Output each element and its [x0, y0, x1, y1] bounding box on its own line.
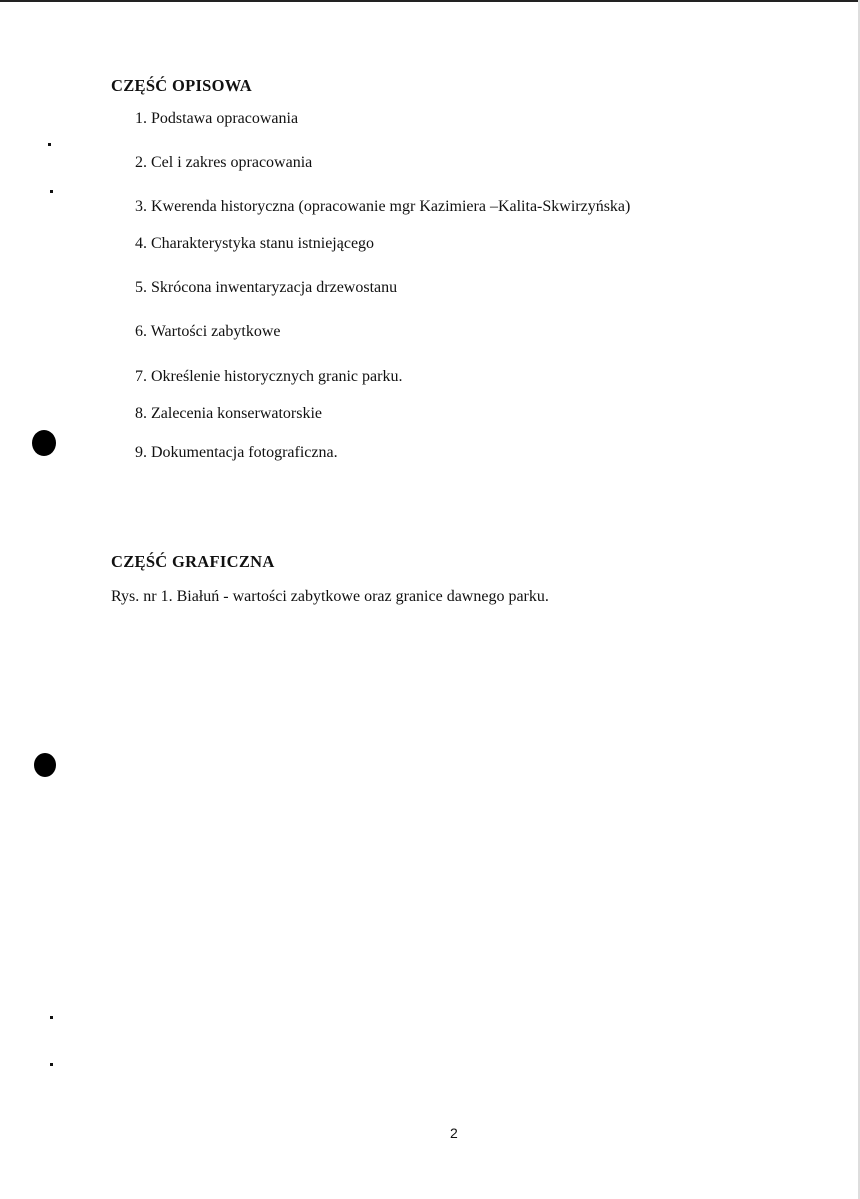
scan-mark — [50, 1063, 53, 1066]
section-heading-descriptive: CZĘŚĆ OPISOWA — [111, 76, 252, 95]
list-item: 3. Kwerenda historyczna (opracowanie mgr Kazimiera –Kalita-Skwirzyńska) — [135, 198, 631, 215]
page-number: 2 — [450, 1125, 458, 1141]
punch-hole-mark — [32, 430, 56, 456]
list-item: 2. Cel i zakres opracowania — [135, 154, 313, 171]
drawing-entry: Rys. nr 1. Białuń - wartości zabytkowe oraz granice dawnego parku. — [111, 588, 549, 605]
list-item: 1. Podstawa opracowania — [135, 110, 299, 127]
scan-mark — [48, 143, 51, 146]
list-item: 5. Skrócona inwentaryzacja drzewostanu — [135, 279, 398, 296]
section-heading-graphic: CZĘŚĆ GRAFICZNA — [111, 552, 275, 571]
list-item: 6. Wartości zabytkowe — [135, 323, 281, 340]
punch-hole-mark — [34, 753, 56, 777]
scan-mark — [50, 1016, 53, 1019]
list-item: 7. Określenie historycznych granic parku. — [135, 368, 403, 385]
scan-mark — [50, 190, 53, 193]
list-item: 8. Zalecenia konserwatorskie — [135, 405, 323, 422]
list-item: 9. Dokumentacja fotograficzna. — [135, 444, 338, 461]
scan-top-edge — [0, 0, 860, 2]
list-item: 4. Charakterystyka stanu istniejącego — [135, 235, 375, 252]
